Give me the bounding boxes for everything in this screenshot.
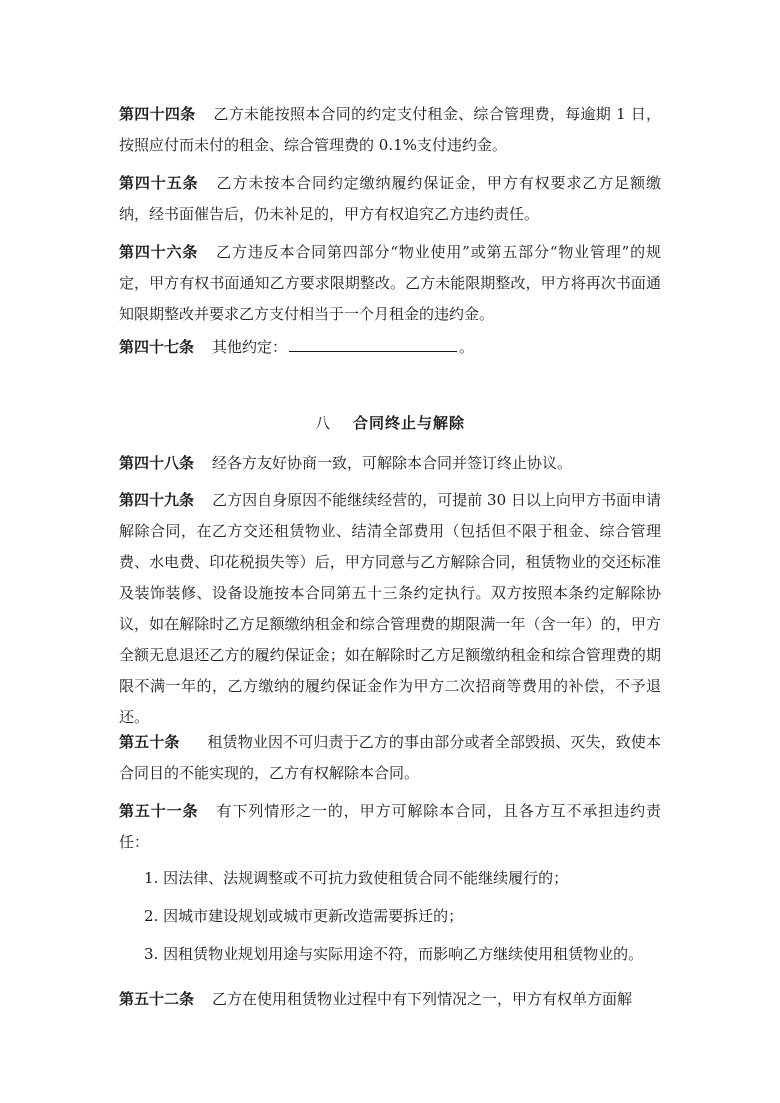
article-number: 第五十条 xyxy=(119,733,180,751)
article-end: 。 xyxy=(459,338,475,356)
fill-in-blank xyxy=(289,337,457,352)
article-text: 经各方友好协商一致，可解除本合同并签订终止协议。 xyxy=(212,454,573,472)
article-text: 乙方未按本合同约定缴纳履约保证金，甲方有权要求乙方足额缴纳，经书面催告后，仍未补足的，甲方有权追究乙方违约责任。 xyxy=(119,174,661,223)
article-text: 乙方因自身原因不能继续经营的，可提前 30 日以上向甲方书面申请解除合同，在乙方交还租赁物业、结清全部费用（包括但不限于租金、综合管理费、水电费、印花税损失等）后，甲方同意与乙方解除合同，租赁物业的交还标准及装饰装修、设备设施按本合同第五十三条约定执行。双方按照本条约定解除协议，如在解除时乙方足额缴纳租金和综合管理费的期限满一年（含一年）的，甲方全额无息退还乙方的履约保证金；如在解除时乙方足额缴纳租金和综合管理费的期限不满一年的，乙方缴纳的履约保证金作为甲方二次招商等费用的补偿，不予退还。 xyxy=(119,491,661,726)
article-52 xyxy=(119,984,661,1015)
article-47 xyxy=(119,332,661,363)
section-number: 八 xyxy=(314,414,331,432)
article-number: 第四十八条 xyxy=(119,454,195,472)
section-title: 合同终止与解除 xyxy=(353,414,466,432)
article-49 xyxy=(119,485,661,733)
article-text: 租赁物业因不可归责于乙方的事由部分或者全部毁损、灭失，致使本合同目的不能实现的，乙方有权解除本合同。 xyxy=(119,733,661,782)
article-number: 第五十一条 xyxy=(119,802,199,820)
list-item: 1. 因法律、法规调整或不可抗力致使租赁合同不能继续履行的； xyxy=(144,869,569,887)
article-50 xyxy=(119,727,661,789)
article-number: 第四十五条 xyxy=(119,174,199,192)
article-text: 乙方未能按照本合同的约定支付租金、综合管理费，每逾期 1 日，按照应付而未付的租金、综合管理费的 0.1%支付违约金。 xyxy=(119,105,661,154)
article-text: 乙方在使用租赁物业过程中有下列情况之一，甲方有权单方面解 xyxy=(212,990,633,1008)
article-51 xyxy=(119,796,661,858)
article-text: 乙方违反本合同第四部分“物业使用”或第五部分“物业管理”的规定，甲方有权书面通知乙方要求限期整改。乙方未能限期整改，甲方将再次书面通知限期整改并要求乙方支付相当于一个月租金的违约金。 xyxy=(119,243,661,323)
list-item: 2. 因城市建设规划或城市更新改造需要拆迁的； xyxy=(144,907,464,925)
section-heading xyxy=(0,412,780,433)
article-number: 第四十四条 xyxy=(119,105,196,123)
article-48 xyxy=(119,448,661,479)
article-46 xyxy=(119,237,661,330)
article-text: 其他约定： xyxy=(212,338,288,356)
list-item: 3. 因租赁物业规划用途与实际用途不符，而影响乙方继续使用租赁物业的。 xyxy=(144,945,644,963)
article-number: 第五十二条 xyxy=(119,990,195,1008)
article-number: 第四十六条 xyxy=(119,243,199,261)
article-number: 第四十九条 xyxy=(119,491,195,509)
article-number: 第四十七条 xyxy=(119,338,195,356)
article-45 xyxy=(119,168,661,230)
article-text: 有下列情形之一的，甲方可解除本合同，且各方互不承担违约责任： xyxy=(119,802,661,851)
article-44 xyxy=(119,99,661,161)
